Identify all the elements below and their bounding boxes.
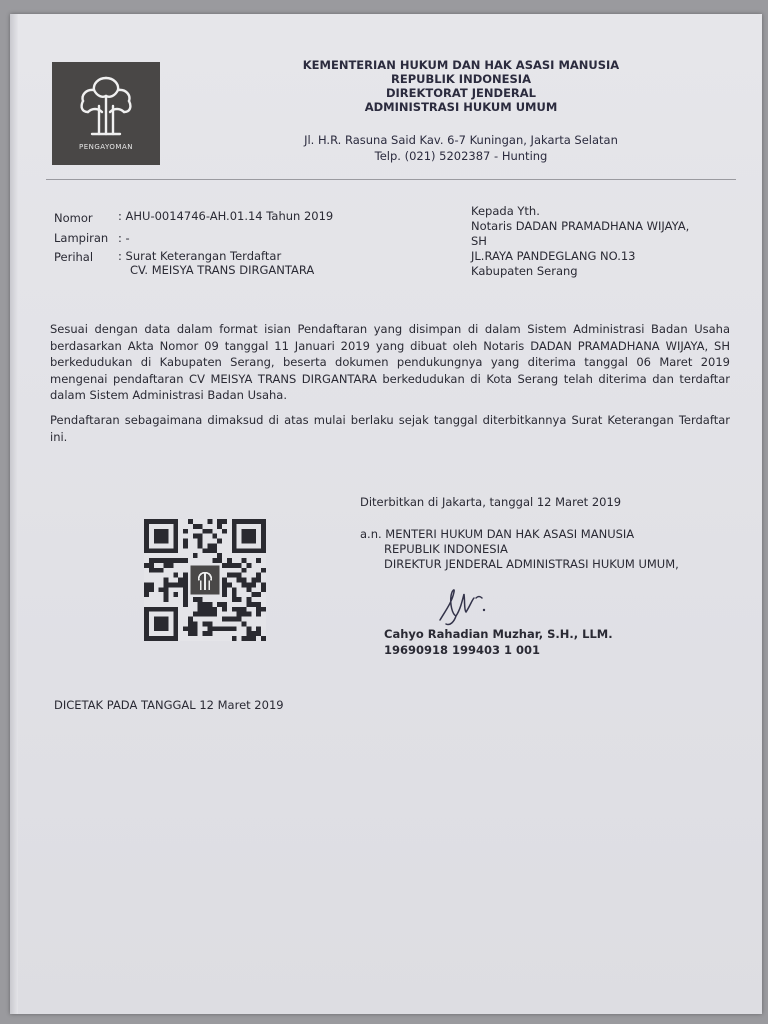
ministry-name: KEMENTERIAN HUKUM DAN HAK ASASI MANUSIA <box>302 58 620 72</box>
recipient-salutation: Kepada Yth. <box>471 204 540 218</box>
pengayoman-logo <box>52 62 160 165</box>
document-page <box>10 14 762 1014</box>
directorate-name: DIREKTORAT JENDERAL <box>385 86 537 100</box>
perihal-label: Perihal <box>54 250 94 264</box>
logo-caption: PENGAYOMAN <box>78 143 134 151</box>
nomor-label: Nomor <box>54 211 93 225</box>
lampiran-label: Lampiran <box>54 231 109 245</box>
recipient-notary: Notaris DADAN PRAMADHANA WIJAYA, <box>471 219 690 233</box>
signatory-nip: 19690918 199403 1 001 <box>384 643 541 657</box>
perihal-value: : Surat Keterangan Terdaftar <box>118 249 282 263</box>
phone-line: Telp. (021) 5202387 - Hunting <box>374 149 548 163</box>
issued-place-date: Diterbitkan di Jakarta, tanggal 12 Maret 2019 <box>360 495 622 509</box>
signatory-name: Cahyo Rahadian Muzhar, S.H., LLM. <box>384 627 613 641</box>
signatory-position: DIREKTUR JENDERAL ADMINISTRASI HUKUM UMUM, <box>384 557 679 571</box>
body-paragraph-1: Sesuai dengan data dalam format isian Pendaftaran yang disimpan di dalam Sistem Administrasi Badan Usaha berdasarkan Akta Nomor 09 tanggal 11 Januari 2019 yang dibuat oleh Notaris DADAN PRAMADHANA WIJAYA, SH berkedudukan di Kabupaten Serang, beserta dokumen pendukungnya yang diterima tanggal 06 Maret 2019 mengenai pendaftaran CV MEISYA TRANS DIRGANTARA berkedudukan di Kota Serang telah diterima dan terdaftar dalam Sistem Administrasi Badan Usaha. <box>50 322 730 402</box>
printed-date: DICETAK PADA TANGGAL 12 Maret 2019 <box>54 698 284 712</box>
lampiran-value: : - <box>118 231 130 245</box>
address-line: Jl. H.R. Rasuna Said Kav. 6-7 Kuningan, Jakarta Selatan <box>304 133 618 147</box>
administration-name: ADMINISTRASI HUKUM UMUM <box>364 100 558 114</box>
nomor-value: : AHU-0014746-AH.01.14 Tahun 2019 <box>118 209 334 223</box>
recipient-title: SH <box>471 234 487 248</box>
handwritten-signature <box>432 580 502 628</box>
signatory-on-behalf: a.n. MENTERI HUKUM DAN HAK ASASI MANUSIA <box>360 527 635 541</box>
qr-code <box>144 519 266 641</box>
header-divider <box>46 179 736 180</box>
perihal-company: CV. MEISYA TRANS DIRGANTARA <box>130 263 315 277</box>
republic-name: REPUBLIK INDONESIA <box>391 72 531 86</box>
recipient-street: JL.RAYA PANDEGLANG NO.13 <box>471 249 636 263</box>
recipient-city: Kabupaten Serang <box>471 264 578 278</box>
signatory-republic: REPUBLIK INDONESIA <box>384 542 508 556</box>
body-paragraph-2: Pendaftaran sebagaimana dimaksud di atas mulai berlaku sejak tanggal diterbitkannya Surat Keterangan Terdaftar ini. <box>50 413 730 444</box>
